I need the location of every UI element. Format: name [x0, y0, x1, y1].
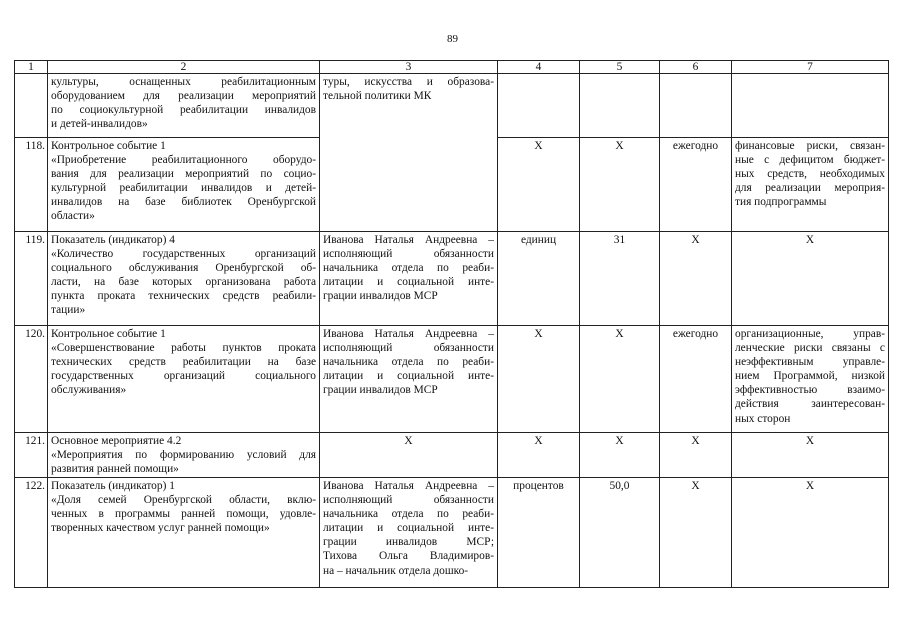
responsible-cell [320, 138, 498, 232]
period-cell: ежегодно [660, 326, 732, 433]
cell-text-line: и детей-инвалидов» [51, 118, 148, 131]
cell-text-line: ленческие риски связаны с [735, 342, 885, 355]
description-cell [48, 478, 320, 588]
responsible-cell [320, 478, 498, 588]
description-cell [48, 433, 320, 478]
row-number-cell [15, 74, 48, 138]
risk-cell [732, 138, 889, 232]
cell-text-line: инвалидов на базе библиотек Оренбургской [51, 196, 316, 209]
cell-text-line: Иванова Наталья Андреевна – [323, 328, 494, 340]
cell-text-line: культурной реабилитации инвалидов и детей- [51, 182, 316, 195]
responsible-cell [320, 326, 498, 433]
row-number-cell: 118. [15, 138, 48, 232]
cell-text-line: исполняющий обязанности [323, 248, 494, 261]
period-cell: X [660, 478, 732, 588]
cell-text-line: Контрольное событие 1 [51, 328, 166, 340]
cell-text-line: грации инвалидов МСР [323, 290, 438, 303]
table-row [15, 74, 889, 138]
cell-text-line: Иванова Наталья Андреевна – [323, 234, 494, 246]
header-cell: 6 [660, 61, 732, 74]
row-number-cell: 119. [15, 232, 48, 326]
cell-text-line: начальника отдела по реаби- [323, 356, 494, 369]
unit-cell: X [498, 433, 580, 478]
page-number: 89 [447, 33, 458, 45]
unit-cell: единиц [498, 232, 580, 326]
cell-text-line: культуры, оснащенных реабилитационным [51, 76, 316, 88]
cell-text-line: эффективностью взаимо- [735, 384, 885, 397]
period-cell: ежегодно [660, 138, 732, 232]
cell-text-line: нием Программой, низкой [735, 370, 885, 383]
cell-text-line: организационные, управ- [735, 328, 885, 340]
risk-cell: X [732, 232, 889, 326]
description-cell [48, 232, 320, 326]
value-cell: X [580, 326, 660, 433]
cell-text-line: Показатель (индикатор) 1 [51, 480, 175, 492]
cell-text-line: пункта проката технических средств реабили- [51, 290, 316, 303]
cell-text-line: области» [51, 210, 95, 223]
risk-cell [732, 326, 889, 433]
cell-text-line: «Приобретение реабилитационного оборудо- [51, 154, 316, 167]
header-row [15, 61, 889, 74]
risk-cell: X [732, 433, 889, 478]
cell-text-line: Иванова Наталья Андреевна – [323, 480, 494, 492]
cell-text-line: развития ранней помощи» [51, 463, 179, 476]
responsible-cell [320, 74, 498, 138]
period-cell [660, 74, 732, 138]
cell-text-line: действия заинтересован- [735, 398, 885, 411]
cell-text-line: ные с дефицитом бюджет- [735, 154, 885, 167]
table-row [15, 478, 889, 588]
cell-text-line: обслуживания» [51, 384, 127, 397]
risk-cell: X [732, 478, 889, 588]
cell-text-line: на – начальник отдела дошко- [323, 564, 469, 577]
value-cell: 50,0 [580, 478, 660, 588]
data-table [14, 60, 889, 588]
period-cell: X [660, 232, 732, 326]
header-cell: 5 [580, 61, 660, 74]
unit-cell: процентов [498, 478, 580, 588]
header-cell: 1 [15, 61, 48, 74]
cell-text-line: государственных организаций социального [51, 370, 316, 383]
table-row [15, 138, 889, 232]
cell-text-line: начальника отдела по реаби- [323, 508, 494, 521]
cell-text-line: социального обслуживания Оренбургской об- [51, 262, 316, 275]
responsible-cell: X [320, 433, 498, 478]
unit-cell: X [498, 326, 580, 433]
cell-text-line: ных средств, необходимых [735, 168, 885, 181]
cell-text-line: по социокультурной реабилитации инвалидов [51, 104, 316, 117]
cell-text-line: тации» [51, 304, 86, 317]
description-cell [48, 74, 320, 138]
cell-text-line: ласти, на базе которых организована работа [51, 276, 316, 289]
cell-text-line: Показатель (индикатор) 4 [51, 234, 175, 246]
cell-text-line: технических средств реабилитации на базе [51, 356, 316, 369]
cell-text-line: начальника отдела по реаби- [323, 262, 494, 275]
cell-text-line: грации инвалидов МСР [323, 384, 438, 397]
cell-text-line: оборудованием для реализации мероприятий [51, 90, 316, 103]
cell-text-line: литации и социальной инте- [323, 522, 494, 535]
cell-text-line: исполняющий обязанности [323, 342, 494, 355]
cell-text-line: Основное мероприятие 4.2 [51, 435, 182, 447]
cell-text-line: ных сторон [735, 412, 791, 425]
header-cell: 2 [48, 61, 320, 74]
description-cell [48, 138, 320, 232]
cell-text-line: Контрольное событие 1 [51, 140, 166, 152]
period-cell: X [660, 433, 732, 478]
cell-text-line: финансовые риски, связан- [735, 140, 885, 152]
cell-text-line: творенных качеством услуг ранней помощи» [51, 522, 270, 535]
header-cell: 4 [498, 61, 580, 74]
cell-text-line: для реализации мероприя- [735, 182, 885, 195]
unit-cell: X [498, 138, 580, 232]
value-cell: X [580, 138, 660, 232]
description-cell [48, 326, 320, 433]
cell-text-line: литации и социальной инте- [323, 276, 494, 289]
cell-text-line: туры, искусства и образова- [323, 76, 494, 88]
cell-text-line: тия подпрограммы [735, 196, 827, 209]
cell-text-line: «Доля семей Оренбургской области, вклю- [51, 494, 316, 507]
cell-text-line: «Совершенствование работы пунктов проката [51, 342, 316, 355]
table-row [15, 232, 889, 326]
risk-cell [732, 74, 889, 138]
cell-text-line: исполняющий обязанности [323, 494, 494, 507]
responsible-cell [320, 232, 498, 326]
cell-text-line: ченных в программы ранней помощи, удовле- [51, 508, 316, 521]
cell-text-line: литации и социальной инте- [323, 370, 494, 383]
row-number-cell: 120. [15, 326, 48, 433]
header-cell: 3 [320, 61, 498, 74]
cell-text-line: Тихова Ольга Владимиров- [323, 550, 494, 563]
row-number-cell: 122. [15, 478, 48, 588]
cell-text-line: грации инвалидов МСР; [323, 536, 494, 549]
cell-text-line: «Количество государственных организаций [51, 248, 316, 261]
cell-text-line: неэффективным управле- [735, 356, 885, 369]
row-number-cell: 121. [15, 433, 48, 478]
cell-text-line: тельной политики МК [323, 90, 432, 103]
table-row [15, 433, 889, 478]
value-cell: 31 [580, 232, 660, 326]
cell-text-line: вания для реализации мероприятий по социо- [51, 168, 316, 181]
cell-text-line: «Мероприятия по формированию условий для [51, 449, 316, 462]
value-cell: X [580, 433, 660, 478]
unit-cell [498, 74, 580, 138]
table-row [15, 326, 889, 433]
header-cell: 7 [732, 61, 889, 74]
value-cell [580, 74, 660, 138]
